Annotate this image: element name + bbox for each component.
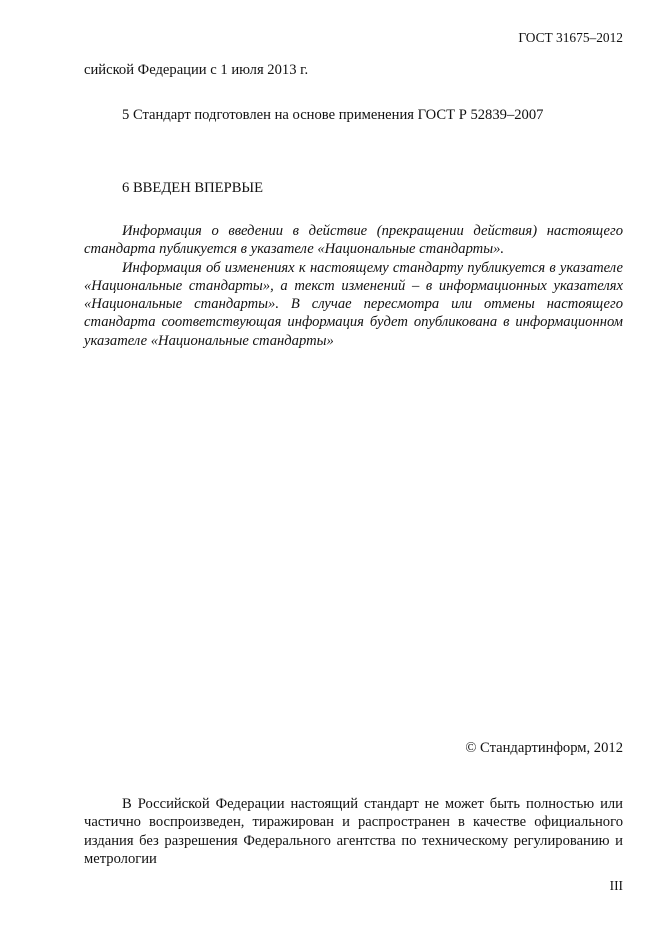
info-paragraph-introduction: Информация о введении в действие (прекращении действия) настоящего стандарта публикуется в указателе «Национальные стандарты». <box>84 223 623 258</box>
page-number: III <box>609 878 623 893</box>
document-code-header: ГОСТ 31675–2012 <box>518 30 623 45</box>
info-block <box>84 222 623 350</box>
copyright-line: © Стандартинформ, 2012 <box>465 740 623 756</box>
continuation-text: сийской Федерации с 1 июля 2013 г. <box>84 62 309 78</box>
reproduction-notice: В Российской Федерации настоящий стандарт не может быть полностью или частично воспроизведен, тиражирован и распространен в качестве официального издания без разрешения Федерального агентства по техническому регулированию и метрологии <box>84 796 623 867</box>
info-paragraph-changes: Информация об изменениях к настоящему стандарту публикуется в указателе «Национальные стандарты», а текст изменений – в информационных указателях «Национальные стандарты». В случае пересмотра или отмены настоящего стандарта соответствующая информация будет опубликована в информационном указателе «Национальные стандарты» <box>84 259 623 349</box>
clause-6: 6 ВВЕДЕН ВПЕРВЫЕ <box>122 180 264 196</box>
clause-5: 5 Стандарт подготовлен на основе применения ГОСТ Р 52839–2007 <box>122 107 544 123</box>
